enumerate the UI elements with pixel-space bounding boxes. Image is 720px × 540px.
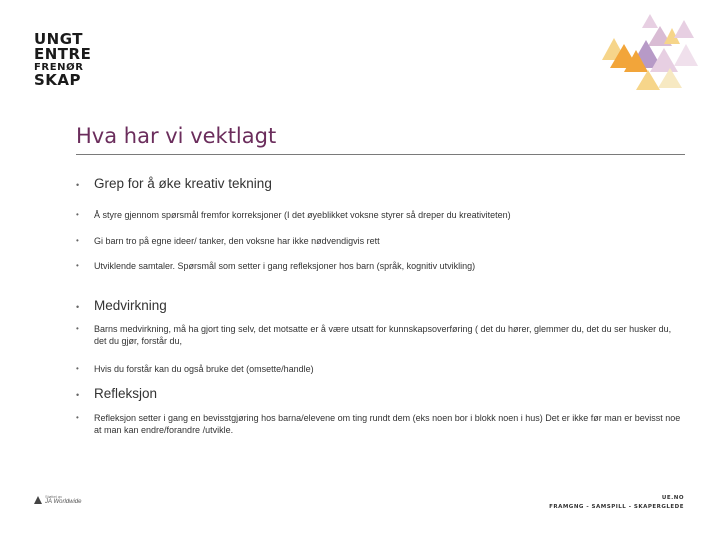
bullet-text: Utviklende samtaler. Spørsmål som setter i gang refleksjoner hos barn (språk, kognitiv utvikling) — [94, 261, 476, 271]
bullet-text: Å styre gjennom spørsmål fremfor korreksjoner (I det øyeblikket voksne styrer så dreper du kreativiteten) — [94, 210, 511, 220]
logo-line-1: UNGT — [34, 30, 84, 48]
footer-tagline: FRAMGNG - SAMSPILL - SKAPERGLEDE — [549, 504, 684, 510]
bullet-dot-icon: • — [76, 413, 79, 422]
brand-logo — [34, 32, 91, 88]
logo-line-2: ENTRE — [34, 45, 92, 63]
sponsor-caption: Støttet av — [45, 494, 63, 499]
sponsor-name: JA Worldwide — [45, 499, 82, 505]
bullet-dot-icon: • — [76, 210, 79, 219]
logo-line-3: FRENØR — [34, 62, 84, 73]
bullet-text: Hvis du forstår kan du også bruke det (omsette/handle) — [94, 364, 314, 374]
footer-brand — [549, 494, 684, 512]
bullet-text: Gi barn tro på egne ideer/ tanker, den voksne har ikke nødvendigvis rett — [94, 236, 380, 246]
sponsor-logo — [34, 494, 94, 510]
bullet-dot-icon: • — [76, 324, 79, 333]
bullet-dot-icon: • — [76, 261, 79, 270]
decorative-triangles-graphic — [600, 10, 700, 90]
bullet-dot-icon: • — [76, 302, 80, 312]
triangle-icon — [34, 496, 42, 504]
bullet-text: Medvirkning — [94, 298, 167, 313]
bullet-text: Grep for å øke kreativ tekning — [94, 176, 272, 191]
logo-line-4: SKAP — [34, 71, 82, 89]
footer-website: UE.NO — [661, 495, 684, 501]
bullet-text: Refleksjon setter i gang en bevisstgjøring hos barna/elevene om ting rundt dem (eks noen bor i blokk noen i hus) Det er ikke før man er bevisst noe at man kan endre/forandre /utvikle. — [94, 413, 681, 435]
title-divider — [76, 154, 685, 155]
bullet-dot-icon: • — [76, 180, 80, 190]
slide-title: Hva har vi vektlagt — [76, 124, 277, 148]
bullet-dot-icon: • — [76, 390, 80, 400]
bullet-text: Barns medvirkning, må ha gjort ting selv, det motsatte er å være utsatt for kunnskapsoverføring ( det du hører, glemmer du, det du ser husker du, det du gjør, forstår du, — [94, 324, 672, 346]
bullet-text: Refleksjon — [94, 386, 158, 401]
bullet-dot-icon: • — [76, 364, 79, 373]
bullet-dot-icon: • — [76, 236, 79, 245]
